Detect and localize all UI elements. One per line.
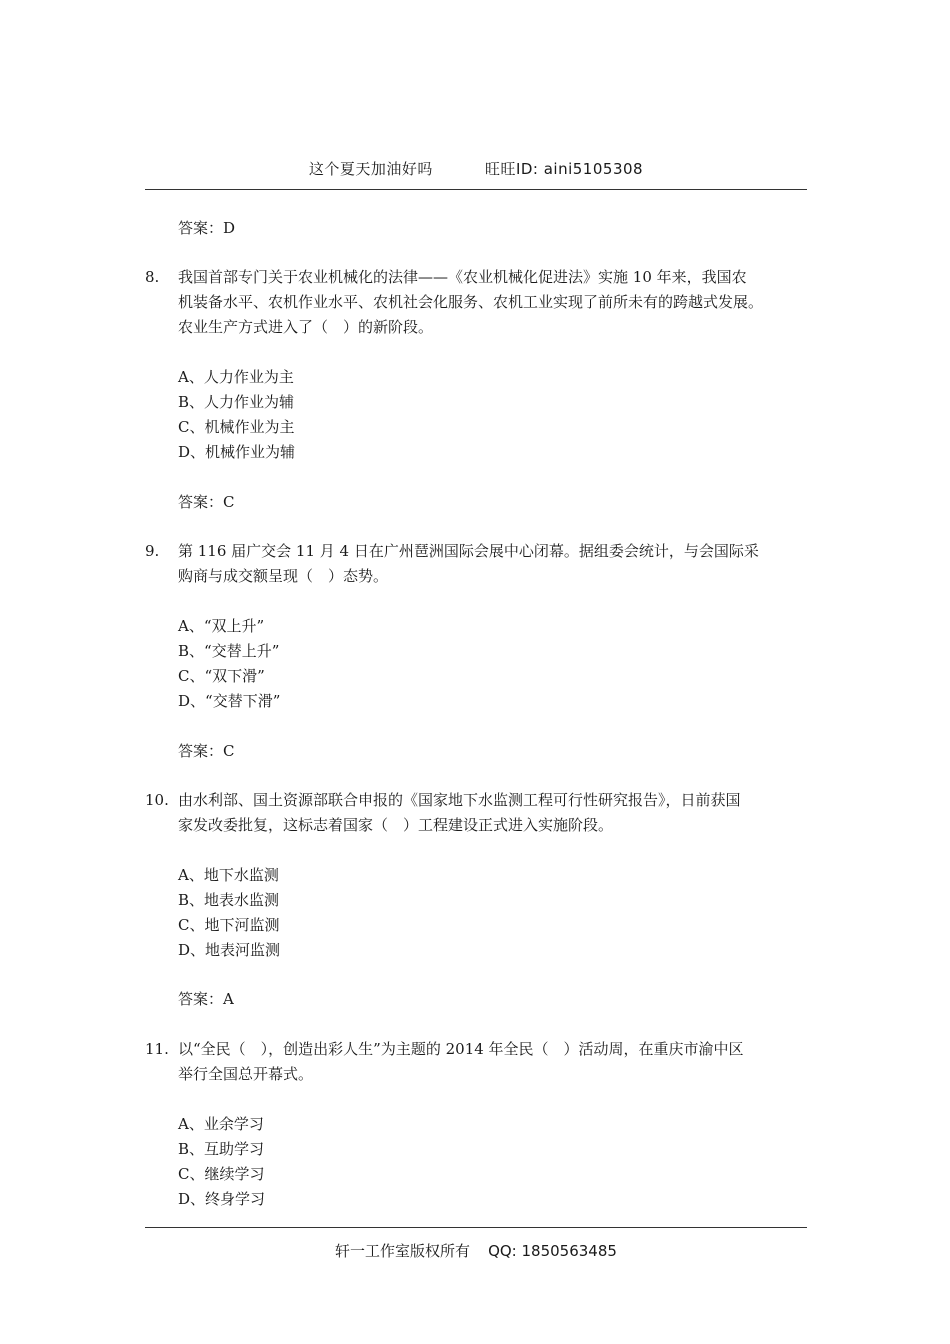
question-10-text-line-1: 由水利部、国土资源部联合申报的《国家地下水监测工程可行性研究报告》，日前获国 [178,791,741,809]
question-10-number: 10. [145,791,169,809]
question-8-number: 8. [145,268,160,286]
footer-right-text: QQ: 1850563485 [488,1242,617,1260]
previous-answer: 答案：D [178,219,236,237]
question-9-option-b: B、“交替上升” [178,642,280,660]
question-8-option-a: A、人力作业为主 [178,368,294,386]
question-9-option-a: A、“双上升” [178,617,265,635]
question-10-option-b: B、地表水监测 [178,891,280,909]
question-8-option-d: D、机械作业为辅 [178,443,296,461]
page-footer [145,1240,807,1261]
question-9-text-line-1: 第 116 届广交会 11 月 4 日在广州琶洲国际会展中心闭幕。据组委会统计，与会国际采 [178,542,759,560]
question-8-answer: 答案：C [178,493,235,511]
question-11-option-d: D、终身学习 [178,1190,266,1208]
question-11-number: 11. [145,1040,169,1058]
question-8-option-b: B、人力作业为辅 [178,393,295,411]
question-10-option-a: A、地下水监测 [178,866,279,884]
question-9-option-d: D、“交替下滑” [178,692,281,710]
question-10-text-line-2: 家发改委批复，这标志着国家（ ）工程建设正式进入实施阶段。 [178,816,614,834]
question-11-text-line-2: 举行全国总开幕式。 [178,1065,314,1083]
question-11-option-c: C、继续学习 [178,1165,265,1183]
question-8-text-line-1: 我国首部专门关于农业机械化的法律——《农业机械化促进法》实施 10 年来，我国农 [178,268,747,286]
question-8-option-c: C、机械作业为主 [178,418,295,436]
question-10-option-c: C、地下河监测 [178,916,280,934]
question-8-text-line-3: 农业生产方式进入了（ ）的新阶段。 [178,318,434,336]
footer-rule [145,1227,807,1228]
question-9-answer: 答案：C [178,742,235,760]
question-10-option-d: D、地表河监测 [178,941,281,959]
question-10-answer: 答案：A [178,990,234,1008]
question-11-option-a: A、业余学习 [178,1115,264,1133]
footer-left-text: 轩一工作室版权所有 [335,1242,471,1260]
header-left-text: 这个夏天加油好吗 [308,160,433,178]
question-11-option-b: B、互助学习 [178,1140,265,1158]
question-9-number: 9. [145,542,160,560]
question-9-text-line-2: 购商与成交额呈现（ ）态势。 [178,567,389,585]
question-9-option-c: C、“双下滑” [178,667,265,685]
question-8-text-line-2: 机装备水平、农机作业水平、农机社会化服务、农机工业实现了前所未有的跨越式发展。 [178,293,764,311]
question-11-text-line-1: 以“全民（ ），创造出彩人生”为主题的 2014 年全民（ ）活动周，在重庆市渝中区 [178,1040,744,1058]
header-right-text: 旺旺ID: aini5105308 [484,160,644,178]
